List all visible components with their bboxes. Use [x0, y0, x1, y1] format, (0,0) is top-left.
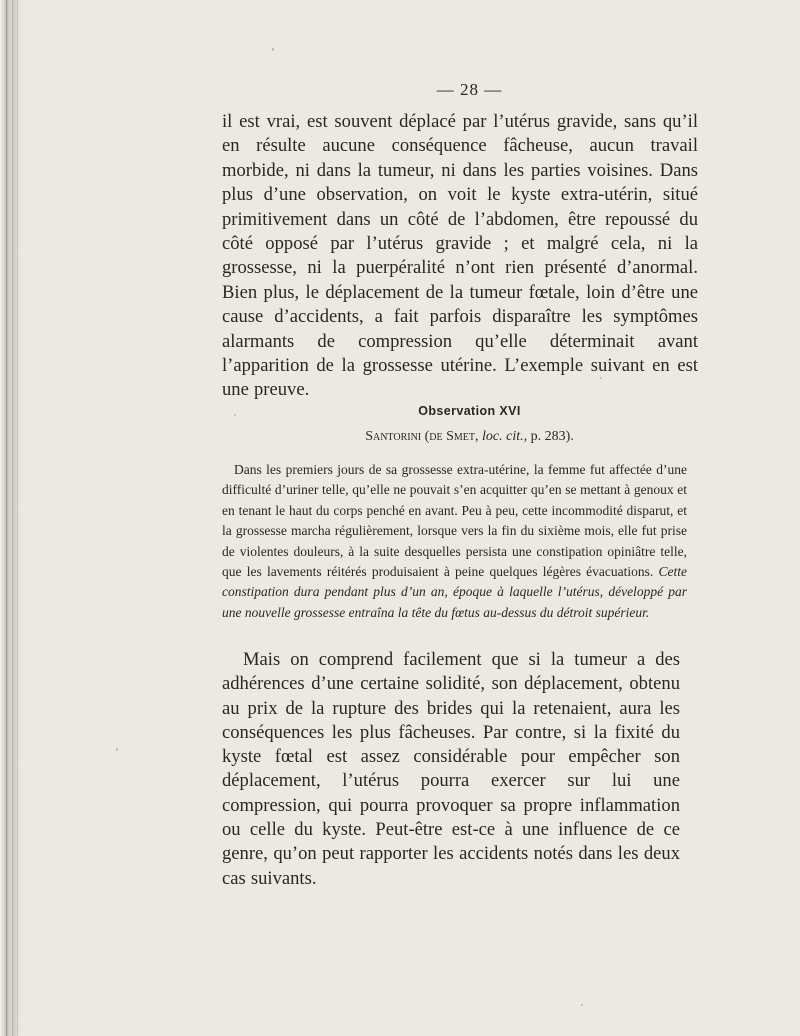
paper-speck [116, 748, 118, 751]
observation-loc-cit: loc. cit., [482, 429, 528, 444]
observation-text-plain: Dans les premiers jours de sa grossesse extra-utérine, la femme fut affectée d’une difficulté d’uriner telle, qu’elle ne pouvait s’en acquitter qu’en se mettant à genoux et en tenant le haut du corps penché en avant. Peu à peu, cette incommodité disparut, et la grossesse marcha régulièrement, lorsque vers la fin du sixième mois, elle fut prise de violentes douleurs, à la suite desquelles persista une constipation opiniâtre telle, que les lavements réitérés produisaient à peine quelques légères évacuations. [222, 462, 687, 580]
observation-author: Santorini [365, 429, 422, 444]
observation-title: Observation XVI [418, 404, 521, 418]
observation-page-ref: p. 283). [530, 429, 574, 444]
observation-text-italic: Cette constipation dura pendant plus d’un an, époque à laquelle l’utérus, développé par une nouvelle grossesse entraîna la tête du fœtus au-dessus du détroit supérieur. [222, 564, 688, 620]
binding-line [12, 0, 13, 1036]
body-paragraph-1: il est vrai, est souvent déplacé par l’utérus gravide, sans qu’il en résulte aucune conséquence fâcheuse, aucun travail morbide, ni dans la tumeur, ni dans les parties voisines. Dans plus d’une observation, on voit le kyste extra-utérin, situé primitivement dans un côté de l’abdomen, être repoussé du côté opposé par l’utérus gravide ; et malgré cela, ni la grossesse, ni la puerpéralité n’ont rien présenté d’anormal. Bien plus, le déplacement de la tumeur fœtale, loin d’être une cause d’accidents, a fait parfois disparaître les symptômes alarmants de compression qu’elle déterminait avant l’apparition de la grossesse utérine. L’exemple suivant en est une preuve. [222, 111, 698, 401]
observation-text [222, 460, 687, 623]
book-binding-edge [0, 0, 22, 1036]
page-number: — 28 — [436, 80, 503, 99]
observation-reference: (de Smet, [424, 429, 479, 444]
document-page [222, 0, 698, 1036]
body-paragraph-2: Mais on comprend facilement que si la tumeur a des adhérences d’une certaine solidité, son déplacement, obtenu au prix de la rupture des brides qui la retenaient, aura les conséquences les plus fâcheuses. Par contre, si la fixité du kyste fœtal est assez considérable pour empêcher son déplacement, l’utérus pourra exercer sur lui une compression, qui pourra provoquer sa propre inflammation ou celle du kyste. Peut-être est-ce à une influence de ce genre, qu’on peut rapporter les accidents notés dans les deux cas suivants. [222, 649, 680, 889]
observation-source [222, 428, 717, 446]
binding-line [17, 0, 18, 1036]
binding-line [6, 0, 7, 1036]
